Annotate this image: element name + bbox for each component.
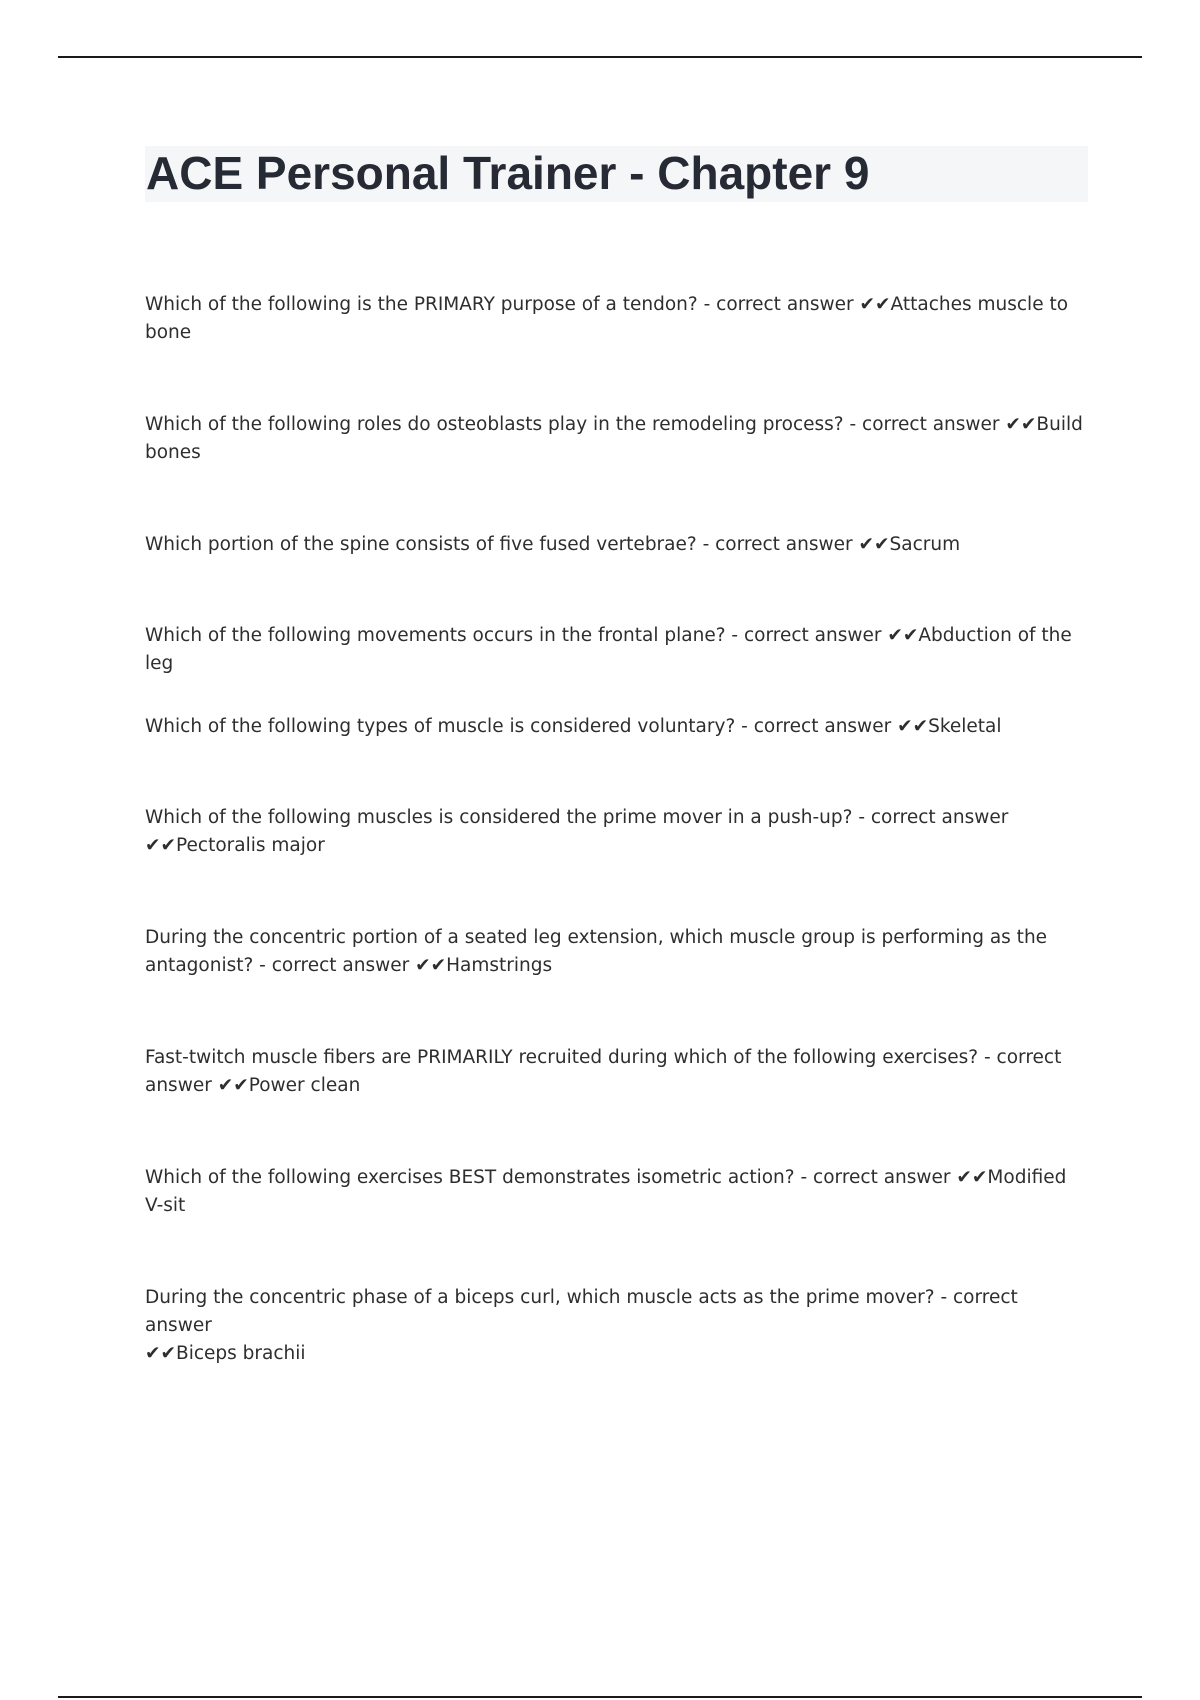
question-text: During the concentric phase of a biceps curl, which muscle acts as the prime mover? <box>145 1287 935 1308</box>
question-text: Which of the following exercises BEST demonstrates isometric action? <box>145 1167 795 1188</box>
correct-answer-label: - correct answer <box>253 955 416 976</box>
correct-answer-label: - correct answer <box>145 1287 1018 1336</box>
question-text: Which of the following is the PRIMARY purpose of a tendon? <box>145 294 698 315</box>
double-check-icon: ✔✔ <box>1005 414 1037 435</box>
double-check-icon: ✔✔ <box>887 625 919 646</box>
double-check-icon: ✔✔ <box>897 716 929 737</box>
top-rule <box>58 56 1142 58</box>
question-text: Fast-twitch muscle fibers are PRIMARILY recruited during which of the following exercises? <box>145 1047 979 1068</box>
question-text: Which of the following movements occurs in the frontal plane? <box>145 625 726 646</box>
qa-list <box>145 291 1090 1404</box>
qa-item <box>145 713 1090 741</box>
qa-item <box>145 622 1090 674</box>
double-check-icon: ✔✔ <box>145 1343 177 1364</box>
question-text: Which of the following types of muscle is considered voluntary? <box>145 716 736 737</box>
double-check-icon: ✔✔ <box>859 294 891 315</box>
answer-text: Abduction of the leg <box>145 625 1072 674</box>
double-check-icon: ✔✔ <box>217 1075 249 1096</box>
answer-text: Pectoralis major <box>176 835 325 856</box>
double-check-icon: ✔✔ <box>145 835 177 856</box>
qa-item <box>145 1044 1090 1100</box>
qa-item <box>145 804 1090 860</box>
question-text: Which of the following roles do osteoblasts play in the remodeling process? <box>145 414 844 435</box>
correct-answer-label: - correct answer <box>725 625 888 646</box>
answer-text: Build bones <box>145 414 1083 463</box>
question-text: Which of the following muscles is considered the prime mover in a push-up? <box>145 807 853 828</box>
correct-answer-label: - correct answer <box>145 1047 1062 1096</box>
correct-answer-label: - correct answer <box>843 414 1006 435</box>
answer-text: Sacrum <box>889 534 961 555</box>
answer-text: Power clean <box>248 1075 361 1096</box>
correct-answer-label: - correct answer <box>735 716 898 737</box>
answer-text: Skeletal <box>928 716 1002 737</box>
correct-answer-label: - correct answer <box>697 294 860 315</box>
double-check-icon: ✔✔ <box>956 1167 988 1188</box>
answer-text: Biceps brachii <box>176 1343 306 1364</box>
correct-answer-label: - correct answer <box>794 1167 957 1188</box>
bottom-rule <box>58 1696 1142 1698</box>
qa-item <box>145 1284 1090 1364</box>
qa-item <box>145 1164 1090 1220</box>
qa-item <box>145 291 1090 347</box>
question-text: During the concentric portion of a seated leg extension, which muscle group is performing as the antagonist? <box>145 927 1048 976</box>
qa-item <box>145 531 1090 559</box>
correct-answer-label: - correct answer <box>696 534 859 555</box>
answer-text: Attaches muscle to bone <box>145 294 1069 343</box>
correct-answer-label: - correct answer <box>852 807 1009 828</box>
double-check-icon: ✔✔ <box>415 955 447 976</box>
answer-text: Hamstrings <box>446 955 553 976</box>
question-text: Which portion of the spine consists of five fused vertebrae? <box>145 534 697 555</box>
qa-item <box>145 411 1090 467</box>
double-check-icon: ✔✔ <box>858 534 890 555</box>
answer-text: Modified V-sit <box>145 1167 1067 1216</box>
document-title: ACE Personal Trainer - Chapter 9 <box>146 147 870 199</box>
qa-item <box>145 924 1090 980</box>
